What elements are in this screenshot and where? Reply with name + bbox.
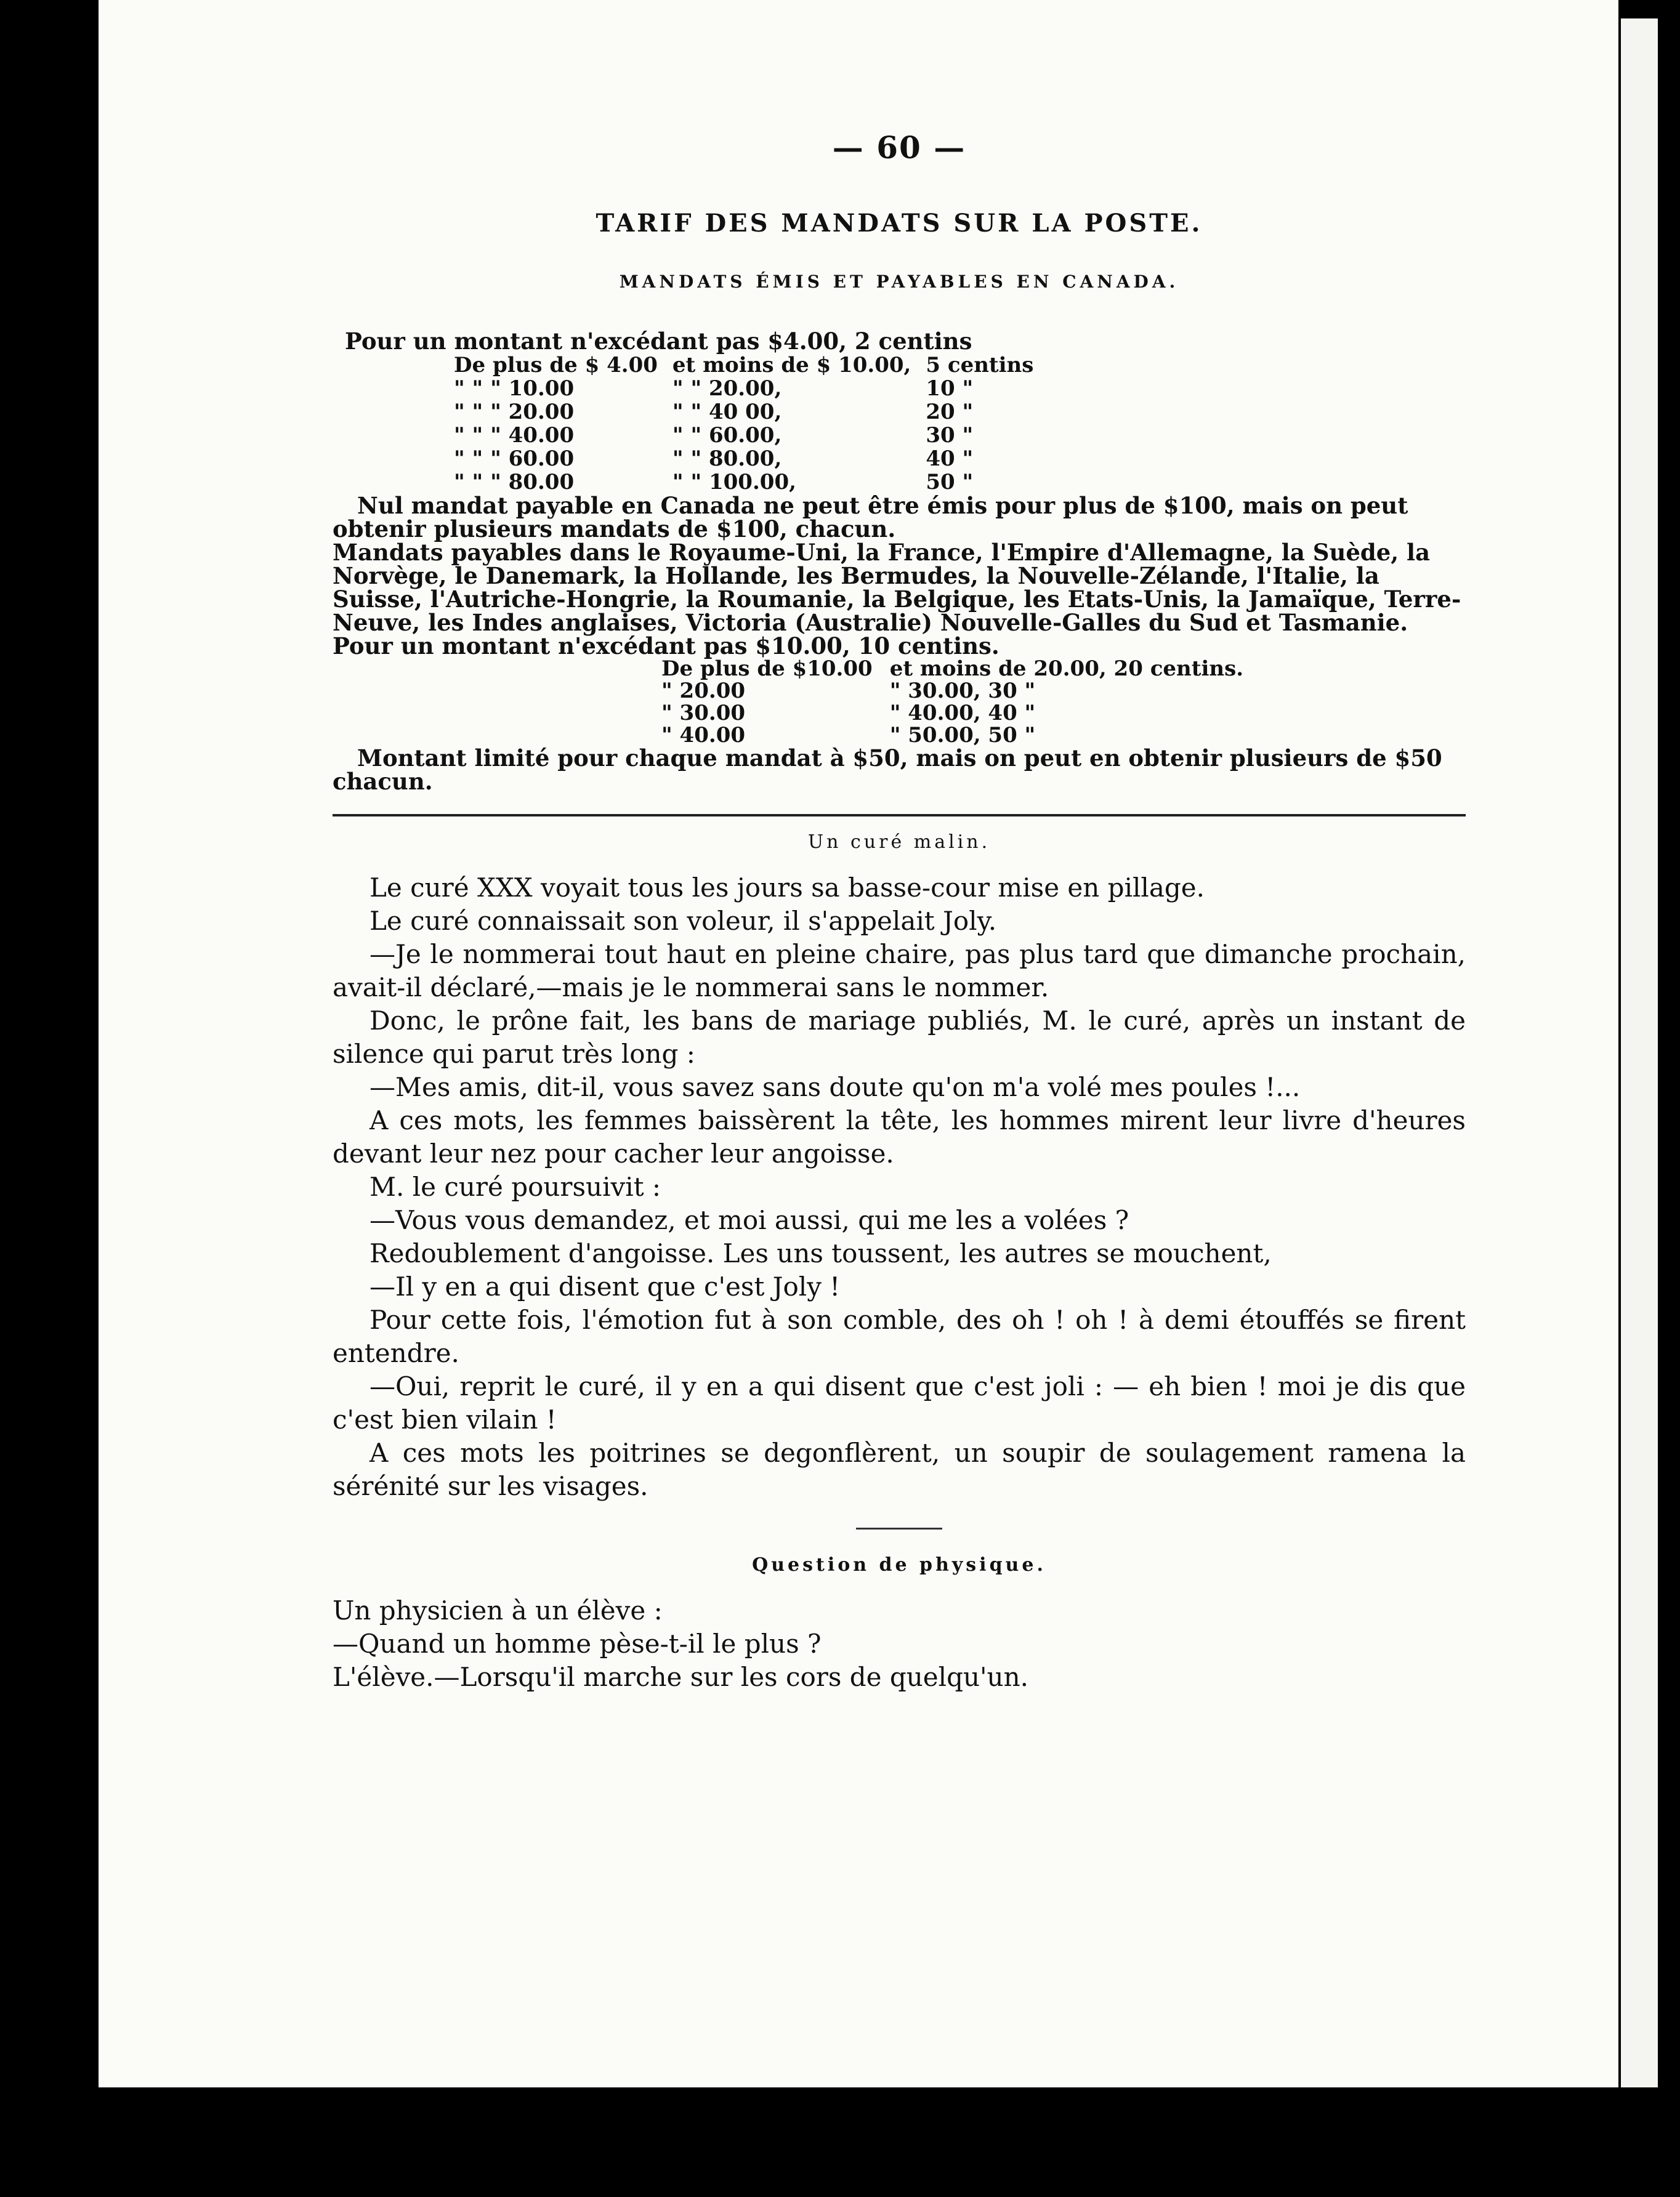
rate-from: " 20.00	[661, 679, 746, 703]
foreign-intro: Pour un montant n'excédant pas $10.00, 10 centins.	[333, 632, 1000, 659]
paragraph: Le curé connaissait son voleur, il s'appelait Joly.	[370, 906, 997, 936]
rate-from: De plus de $10.00	[661, 656, 873, 681]
paragraph: Donc, le prône fait, les bans de mariage publiés, M. le curé, après un instant de silence qui parut très long :	[333, 1006, 1466, 1069]
foreign-note: Montant limité pour chaque mandat à $50, mais on peut en obtenir plusieurs de $50 chacun.	[333, 744, 1442, 795]
page-content	[333, 129, 1466, 1694]
paragraph: A ces mots les poitrines se degonflèrent, un soupir de soulagement ramena la sérénité sur les visages.	[333, 1438, 1466, 1501]
paragraph: Pour cette fois, l'émotion fut à son comble, des oh ! oh ! à demi étouffés se firent entendre.	[333, 1305, 1466, 1368]
section-divider	[333, 814, 1466, 816]
rate-from: " 40.00	[661, 723, 746, 748]
paragraph: Un physicien à un élève :	[333, 1595, 663, 1626]
rate-fee: 40 "	[926, 446, 974, 471]
rate-fee: 20 "	[926, 400, 974, 424]
rate-to: " " 40 00,	[672, 400, 782, 424]
canada-intro: Pour un montant n'excédant pas $4.00, 2 centins	[345, 328, 972, 355]
paragraph: —Oui, reprit le curé, il y en a qui disent que c'est joli : — eh bien ! moi je dis que c'est bien vilain !	[333, 1371, 1466, 1435]
table-row	[653, 680, 1252, 702]
rate-to: " 30.00, 30 "	[889, 679, 1036, 703]
story-title: Question de physique.	[752, 1554, 1046, 1576]
rate-to: et moins de 20.00, 20 centins.	[889, 656, 1244, 681]
next-page-edge	[1621, 18, 1658, 2087]
paragraph: A ces mots, les femmes baissèrent la tête, les hommes mirent leur livre d'heures devant leur nez pour cacher leur angoisse.	[333, 1105, 1466, 1169]
page-number: — 60 —	[832, 129, 966, 166]
table-row	[446, 400, 1041, 424]
paragraph: Redoublement d'angoisse. Les uns toussent, les autres se mouchent,	[370, 1238, 1272, 1268]
story-curé-malin	[333, 871, 1466, 1503]
paragraph: —Vous vous demandez, et moi aussi, qui me les a volées ?	[370, 1205, 1129, 1235]
table-row	[446, 447, 1041, 470]
short-divider	[856, 1528, 942, 1530]
rate-to: " 50.00, 50 "	[889, 723, 1036, 748]
paragraph: —Mes amis, dit-il, vous savez sans doute qu'on m'a volé mes poules !...	[370, 1072, 1301, 1102]
paragraph: L'élève.—Lorsqu'il marche sur les cors de quelqu'un.	[333, 1662, 1029, 1692]
table-row	[446, 377, 1041, 400]
rate-from: " 30.00	[661, 701, 746, 725]
page-title: TARIF DES MANDATS SUR LA POSTE.	[596, 209, 1203, 238]
table-row	[446, 424, 1041, 447]
rate-fee: 50 "	[926, 470, 974, 494]
book-page	[99, 0, 1618, 2087]
rate-fee: 5 centins	[926, 353, 1034, 377]
rate-to: et moins de $ 10.00,	[672, 353, 911, 377]
paragraph: —Il y en a qui disent que c'est Joly !	[370, 1272, 841, 1302]
rate-from: De plus de $ 4.00	[454, 353, 658, 377]
rate-to: " 40.00, 40 "	[889, 701, 1036, 725]
table-row	[446, 353, 1041, 377]
paragraph: —Quand un homme pèse-t-il le plus ?	[333, 1629, 822, 1659]
table-row	[446, 470, 1041, 494]
rate-from: " " " 10.00	[454, 376, 575, 401]
story-title: Un curé malin.	[807, 831, 991, 853]
page-subtitle: MANDATS ÉMIS ET PAYABLES EN CANADA.	[619, 272, 1179, 292]
scan-border	[0, 2087, 1680, 2197]
rate-to: " " 60.00,	[672, 423, 782, 448]
table-row	[653, 724, 1252, 746]
table-row	[653, 658, 1252, 680]
paragraph: M. le curé poursuivit :	[370, 1172, 661, 1202]
rate-fee: 10 "	[926, 376, 974, 401]
rate-from: " " " 20.00	[454, 400, 575, 424]
foreign-rates-table	[653, 658, 1252, 746]
rate-from: " " " 40.00	[454, 423, 575, 448]
rate-from: " " " 80.00	[454, 470, 575, 494]
canada-note: Nul mandat payable en Canada ne peut être émis pour plus de $100, mais on peut obtenir plusieurs mandats de $100, chacun.	[333, 492, 1408, 542]
rate-fee: 30 "	[926, 423, 974, 448]
canada-rates-table	[446, 353, 1041, 494]
rate-from: " " " 60.00	[454, 446, 575, 471]
table-row	[653, 702, 1252, 724]
rate-to: " " 100.00,	[672, 470, 796, 494]
rate-to: " " 20.00,	[672, 376, 782, 401]
foreign-countries: Mandats payables dans le Royaume-Uni, la France, l'Empire d'Allemagne, la Suède, la Norvège, le Danemark, la Hollande, les Bermudes, la Nouvelle-Zélande, l'Italie, la Suisse, l'Autriche-Hongrie, la Roumanie, la Belgique, les Etats-Unis, la Jamaïque, Terre-Neuve, les Indes anglaises, Victoria (Australie) Nouvelle-Galles du Sud et Tasmanie.	[333, 539, 1461, 636]
story-question-de-physique	[333, 1594, 1466, 1694]
paragraph: Le curé XXX voyait tous les jours sa basse-cour mise en pillage.	[370, 873, 1205, 903]
paragraph: —Je le nommerai tout haut en pleine chaire, pas plus tard que dimanche prochain, avait-il déclaré,—mais je le nommerai sans le nommer.	[333, 939, 1466, 1002]
rate-to: " " 80.00,	[672, 446, 782, 471]
